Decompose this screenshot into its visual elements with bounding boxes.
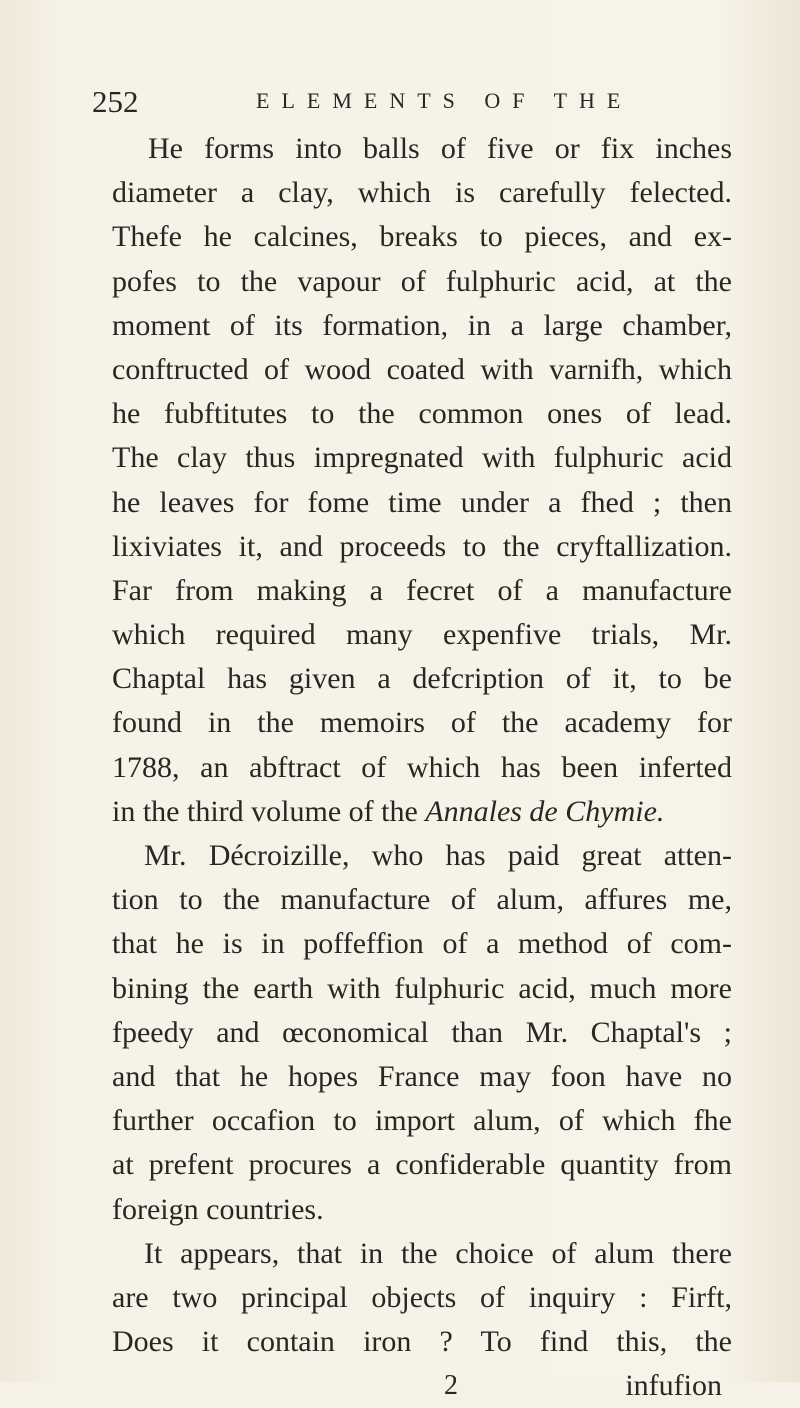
text-line: fpeedy and œconomical than Mr. Chaptal's ;	[112, 1015, 732, 1049]
text-line: pofes to the vapour of fulphuric acid, at the	[112, 264, 732, 298]
text-line: Mr. Décroizille, who has paid great atten-	[144, 839, 732, 872]
text-line: tion to the manufacture of alum, affures me,	[112, 883, 732, 917]
text-line: at prefent procures a confiderable quantity from	[112, 1148, 732, 1182]
page-header	[92, 84, 732, 124]
text-line: Thefe he calcines, breaks to pieces, and ex-	[112, 220, 732, 254]
text-line: diameter a clay, which is carefully felected.	[112, 176, 732, 210]
running-head: ELEMENTS OF THE	[256, 88, 633, 113]
text-line: which required many expenfive trials, Mr.	[112, 618, 732, 652]
text-line: he fubftitutes to the common ones of lead.	[112, 397, 732, 431]
text-line: Chaptal has given a defcription of it, to be	[112, 662, 732, 696]
text-line: Far from making a fecret of a manufacture	[112, 573, 732, 607]
journal-title: Annales de Chymie.	[425, 794, 665, 828]
text-line: moment of its formation, in a large chamber,	[112, 308, 732, 342]
body-text	[112, 127, 732, 1408]
text-line: that he is in poffeffion of a method of com-	[112, 927, 732, 961]
text-line: further occafion to import alum, of which fhe	[112, 1104, 732, 1138]
text-line: 1788, an abftract of which has been inferted	[112, 750, 732, 784]
text-line: The clay thus impregnated with fulphuric acid	[112, 441, 732, 475]
text-line: he leaves for fome time under a fhed ; then	[112, 485, 732, 519]
text-line	[112, 790, 732, 834]
text-line: and that he hopes France may foon have no	[112, 1059, 732, 1093]
text-line-start: in the third volume of the	[112, 794, 418, 828]
signature-mark: 2	[444, 1370, 458, 1402]
text-line: lixiviates it, and proceeds to the cryftallization.	[112, 529, 732, 563]
text-line: He forms into balls of five or fix inches	[148, 132, 732, 165]
text-line: bining the earth with fulphuric acid, much more	[112, 971, 732, 1005]
text-line: foreign countries.	[112, 1192, 324, 1226]
text-line: It appears, that in the choice of alum there	[144, 1236, 732, 1270]
text-line: conftructed of wood coated with varnifh, which	[112, 352, 732, 386]
text-line: are two principal objects of inquiry : Firft,	[112, 1280, 732, 1314]
text-line: found in the memoirs of the academy for	[112, 706, 732, 740]
catchword: infufion	[625, 1369, 722, 1403]
text-line: Does it contain iron ? To find this, the	[112, 1325, 732, 1359]
page-number: 252	[92, 84, 139, 119]
page-footer	[112, 1364, 732, 1408]
